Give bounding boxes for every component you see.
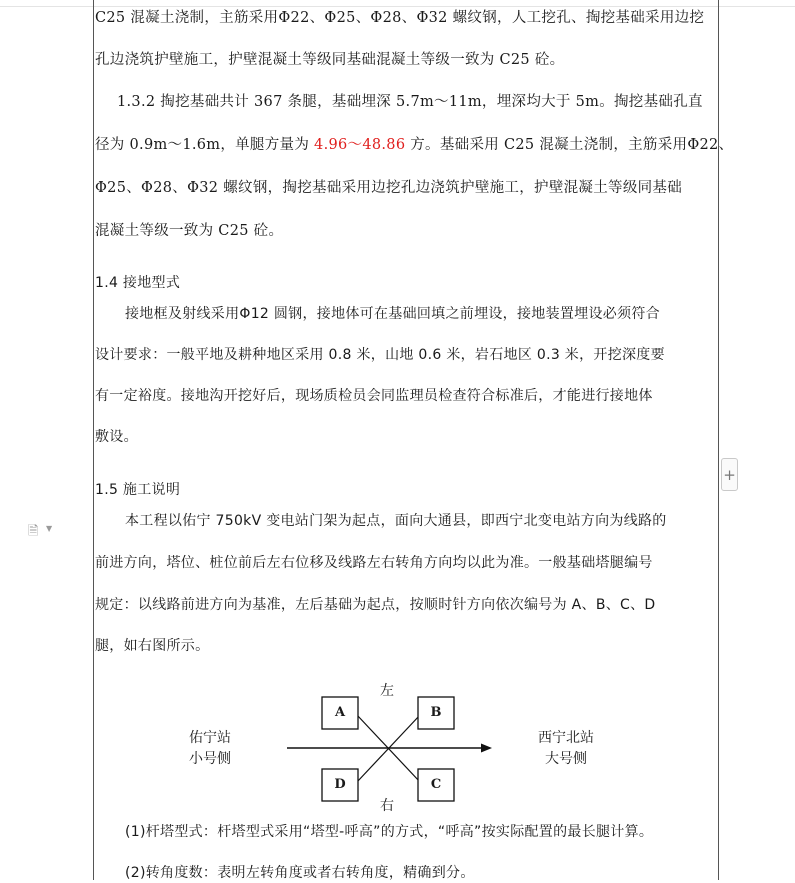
text-run: 方。基础采用 C25 混凝土浇制，主筋采用Φ22、: [405, 137, 734, 153]
paragraph-line: 1.3.2 掏挖基础共计 367 条腿，基础埋深 5.7m～11m，埋深均大于 5m。掏挖基础孔直: [117, 94, 703, 110]
paragraph-line: C25 混凝土浇制，主筋采用Φ22、Φ25、Φ28、Φ32 螺纹钢，人工挖孔、掏挖基础采用边挖: [95, 10, 705, 26]
paragraph-line: 前进方向，塔位、桩位前后左右位移及线路左右转角方向均以此为准。一般基础塔腿编号: [95, 555, 653, 571]
paragraph-line: 规定：以线路前进方向为基准，左后基础为起点，按顺时针方向依次编号为 A、B、C、D: [95, 597, 656, 613]
paragraph-line: Φ25、Φ28、Φ32 螺纹钢，掏挖基础采用边挖孔边浇筑护壁施工，护壁混凝土等级同基础: [95, 180, 683, 196]
chevron-down-icon[interactable]: ▼: [46, 524, 53, 533]
expand-plus-button[interactable]: +: [721, 458, 738, 491]
document-icon[interactable]: 🗎: [28, 524, 39, 539]
leg-label-b: B: [430, 705, 442, 720]
paragraph-line: 设计要求：一般平地及耕种地区采用 0.8 米，山地 0.6 米，岩石地区 0.3 米，开挖深度要: [95, 347, 665, 363]
start-side-label: 小号侧: [189, 751, 231, 767]
paragraph-line: (1)杆塔型式：杆塔型式采用“塔型-呼高”的方式，“呼高”按实际配置的最长腿计算。: [125, 824, 654, 840]
leg-label-a: A: [334, 705, 346, 720]
highlighted-volume: 4.96～48.86: [314, 137, 406, 153]
paragraph-line: 本工程以佑宁 750kV 变电站门架为起点，面向大通县，即西宁北变电站方向为线路的: [125, 513, 667, 529]
end-side-label: 大号侧: [545, 751, 587, 767]
right-side-label: 右: [380, 798, 394, 814]
section-heading-1-4: 1.4 接地型式: [95, 275, 181, 291]
start-station-name: 佑宁站: [189, 730, 231, 746]
end-station-name: 西宁北站: [538, 730, 594, 746]
paragraph-line: 有一定裕度。接地沟开挖好后，现场质检员会同监理员检查符合标准后，才能进行接地体: [95, 388, 653, 404]
left-side-label: 左: [380, 683, 394, 699]
paragraph-line: 腿，如右图所示。: [95, 638, 210, 654]
text-run: 径为 0.9m～1.6m，单腿方量为: [95, 137, 315, 153]
paragraph-line: 接地框及射线采用Φ12 圆钢，接地体可在基础回填之前埋设，接地装置埋设必须符合: [125, 306, 660, 322]
direction-arrowhead: [481, 744, 492, 753]
paragraph-line: (2)转角度数：表明左转角度或者右转角度，精确到分。: [125, 865, 475, 881]
leg-label-c: C: [430, 777, 442, 792]
paragraph-line: 敷设。: [95, 429, 138, 445]
leg-label-d: D: [334, 777, 346, 792]
paragraph-line: 孔边浇筑护壁施工，护壁混凝土等级同基础混凝土等级一致为 C25 砼。: [95, 52, 565, 68]
paragraph-line: 混凝土等级一致为 C25 砼。: [95, 223, 284, 239]
section-heading-1-5: 1.5 施工说明: [95, 482, 181, 498]
